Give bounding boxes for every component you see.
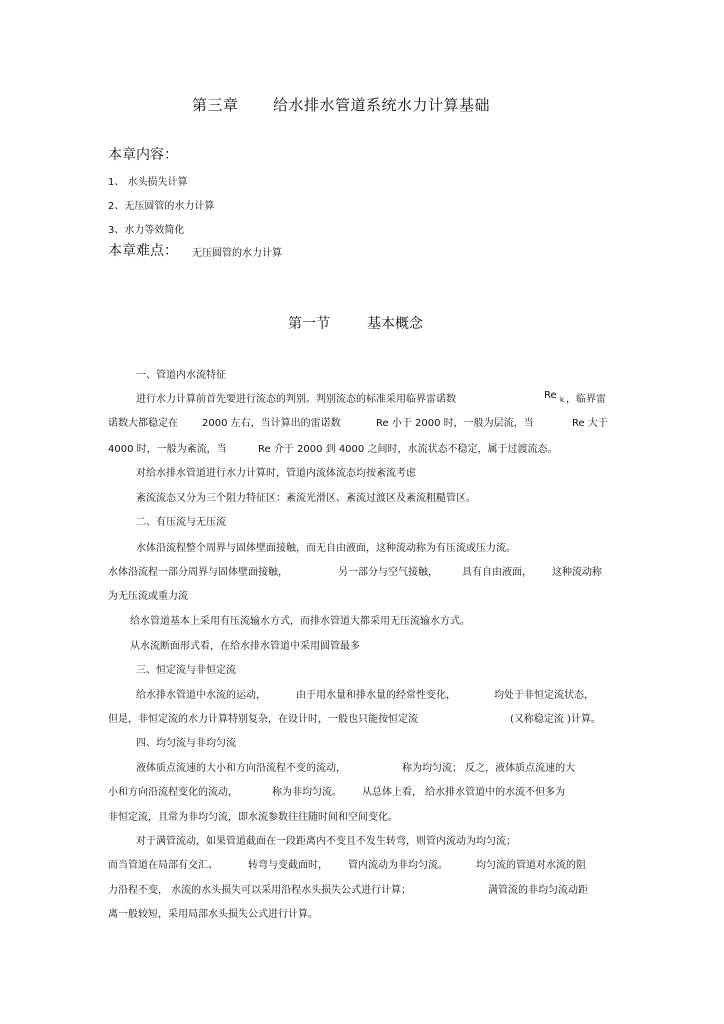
chapter-number: 第三章 [192, 96, 239, 114]
contents-item-3: 3、水力等效简化 [108, 225, 185, 236]
s4-p2b-d: 均匀流的管道对水流的阻 [476, 860, 586, 871]
s3-p1-b: 由于用水量和排水量的经常性变化， [296, 690, 456, 701]
s2-p2-b: 另一部分与空气接触， [338, 567, 438, 578]
s4-p1b-a: 小和方向沿流程变化的流动， [108, 787, 238, 798]
s1-p1-g: 4000 时，一般为紊流，当 [108, 444, 227, 455]
s1-p1-re: Re [544, 390, 557, 401]
s1-p1-d: 2000 左右，当计算出的雷诺数 [202, 418, 341, 429]
s2-p3: 给水管道基本上采用有压流输水方式，而排水管道大都采用无压流输水方式。 [130, 616, 470, 627]
difficulty-label: 本章难点： [108, 243, 178, 259]
section-number: 第一节 [288, 316, 330, 332]
subsection-2-heading: 二、有压流与无压流 [136, 517, 226, 528]
s4-p1-b: 称为均匀流； 反之，液体质点流速的大 [402, 763, 576, 774]
s1-p1-h: Re 介于 2000 到 4000 之间时，水流状态不稳定，属于过渡流态。 [258, 444, 558, 455]
s4-p1b-b: 称为非均匀流。 [272, 787, 342, 798]
contents-item-2: 2、无压圆管的水力计算 [108, 201, 215, 212]
s1-p1-a: 进行水力计算前首先要进行流态的判别。判别流态的标准采用临界雷诺数 [136, 394, 456, 405]
s4-p2b-c: 管内流动为非均匀流。 [348, 860, 448, 871]
subsection-4-heading: 四、均匀流与非均匀流 [136, 738, 236, 749]
s3-p1b-b: (又称稳定流 )计算。 [510, 714, 601, 725]
section-title: 基本概念 [367, 316, 423, 332]
s2-p2b: 为无压流或重力流 [108, 591, 188, 602]
subsection-1-heading: 一、管道内水流特征 [136, 370, 226, 381]
s1-p1-b: ，临界雷 [566, 394, 606, 405]
s4-p2d: 离一般较短，采用局部水头损失公式进行计算。 [108, 909, 318, 920]
s4-p2: 对于满管流动，如果管道截面在一段距离内不变且不发生转弯，则管内流动为均匀流； [136, 836, 516, 847]
s2-p4: 从水流断面形式看，在给水排水管道中采用圆管最多 [130, 641, 360, 652]
s1-p1-sub: k [560, 396, 565, 404]
s4-p2b-a: 而当管道在局部有交汇、 [108, 860, 218, 871]
s1-p1-f: Re 大于 [572, 418, 608, 429]
s2-p1: 水体沿流程整个周界与固体壁面接触，而无自由液面，这种流动称为有压流或压力流。 [136, 543, 516, 554]
s2-p2-a: 水体沿流程一部分周界与固体壁面接触， [108, 567, 288, 578]
contents-item-1: 1、 水头损失计算 [108, 177, 188, 188]
s4-p2c-a: 力沿程不变， 水流的水头损失可以采用沿程水头损失公式进行计算； [108, 885, 412, 896]
s3-p1b-a: 但是，非恒定流的水力计算特别复杂，在设计时，一般也只能按恒定流 [108, 714, 418, 725]
s1-p2: 对给水排水管道进行水力计算时，管道内流体流态均按紊流考虑 [136, 468, 416, 479]
s4-p2b-b: 转弯与变截面时， [248, 860, 328, 871]
s2-p2-c: 具有自由液面， [462, 567, 532, 578]
s3-p1-c: 均处于非恒定流状态， [494, 690, 594, 701]
s1-p1-e: Re 小于 2000 时，一般为层流，当 [376, 418, 534, 429]
s4-p1b-c: 从总体上看， 给水排水管道中的水流不但多为 [362, 787, 566, 798]
s4-p2c-b: 满管流的非均匀流动距 [488, 885, 588, 896]
s4-p1-a: 液体质点流速的大小和方向沿流程不变的流动， [136, 763, 346, 774]
s4-p1c: 非恒定流，且常为非均匀流，即水流参数往往随时间和空间变化。 [108, 812, 398, 823]
difficulty-text: 无压圆管的水力计算 [192, 248, 282, 259]
s1-p3: 紊流流态又分为三个阻力特征区：紊流光滑区、紊流过渡区及紊流粗糙管区。 [136, 493, 476, 504]
chapter-title: 给水排水管道系统水力计算基础 [273, 96, 491, 114]
s3-p1-a: 给水排水管道中水流的运动， [136, 690, 266, 701]
s1-p1-c: 诺数大都稳定在 [108, 418, 178, 429]
contents-heading: 本章内容： [108, 147, 178, 163]
subsection-3-heading: 三、恒定流与非恒定流 [136, 665, 236, 676]
s2-p2-d: 这种流动称 [552, 567, 602, 578]
